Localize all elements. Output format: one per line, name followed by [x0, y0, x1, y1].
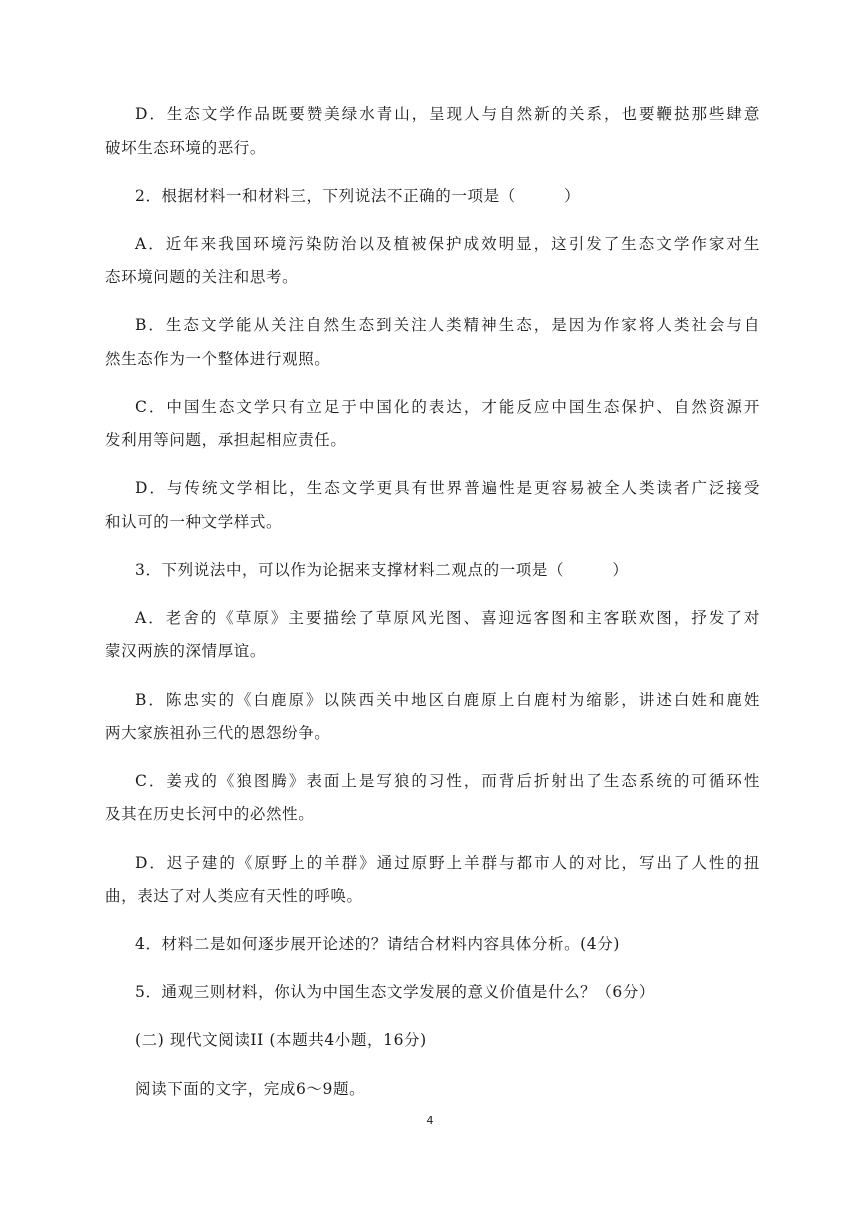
- option-1d-line2: 破坏生态环境的恶行。: [105, 139, 267, 157]
- question-3-stem: 3．下列说法中，可以作为论据来支撑材料二观点的一项是（ ）: [135, 561, 629, 579]
- option-2b-line1: B．生态文学能从关注自然生态到关注人类精神生态，是因为作家将人类社会与自: [135, 316, 760, 334]
- question-2-stem: 2．根据材料一和材料三，下列说法不正确的一项是（ ）: [135, 187, 581, 205]
- option-2b-line2: 然生态作为一个整体进行观照。: [105, 350, 331, 368]
- option-2d-line1: D．与传统文学相比，生态文学更具有世界普遍性是更容易被全人类读者广泛接受: [135, 479, 760, 497]
- option-2a-line1: A．近年来我国环境污染防治以及植被保护成效明显，这引发了生态文学作家对生: [135, 235, 760, 253]
- option-3a-line1: A．老舍的《草原》主要描绘了草原风光图、喜迎远客图和主客联欢图，抒发了对: [135, 609, 760, 627]
- reading-instruction: 阅读下面的文字，完成6～9题。: [135, 1080, 366, 1098]
- question-5: 5．通观三则材料，你认为中国生态文学发展的意义价值是什么？（6分）: [135, 983, 656, 1001]
- option-2d-line2: 和认可的一种文学样式。: [105, 513, 283, 531]
- option-3b-line1: B．陈忠实的《白鹿原》以陕西关中地区白鹿原上白鹿村为缩影，讲述白姓和鹿姓: [135, 691, 760, 709]
- question-4: 4．材料二是如何逐步展开论述的？请结合材料内容具体分析。(4分): [135, 935, 621, 953]
- option-3c-line2: 及其在历史长河中的必然性。: [105, 805, 315, 823]
- option-3a-line2: 蒙汉两族的深情厚谊。: [105, 642, 267, 660]
- section-heading: (二) 现代文阅读II (本题共4小题，16分): [135, 1031, 427, 1049]
- option-3d-line1: D．迟子建的《原野上的羊群》通过原野上羊群与都市人的对比，写出了人性的扭: [135, 854, 760, 872]
- option-3c-line1: C．姜戎的《狼图腾》表面上是写狼的习性，而背后折射出了生态系统的可循环性: [135, 772, 760, 790]
- option-3d-line2: 曲，表达了对人类应有天性的呼唤。: [105, 887, 363, 905]
- page-number: 4: [426, 1114, 434, 1127]
- option-2c-line2: 发利用等问题，承担起相应责任。: [105, 431, 347, 449]
- option-2c-line1: C．中国生态文学只有立足于中国化的表达，才能反应中国生态保护、自然资源开: [135, 398, 760, 416]
- option-3b-line2: 两大家族祖孙三代的恩怨纷争。: [105, 724, 331, 742]
- option-2a-line2: 态环境问题的关注和思考。: [105, 268, 299, 286]
- option-1d-line1: D．生态文学作品既要赞美绿水青山，呈现人与自然新的关系，也要鞭挞那些肆意: [135, 105, 760, 123]
